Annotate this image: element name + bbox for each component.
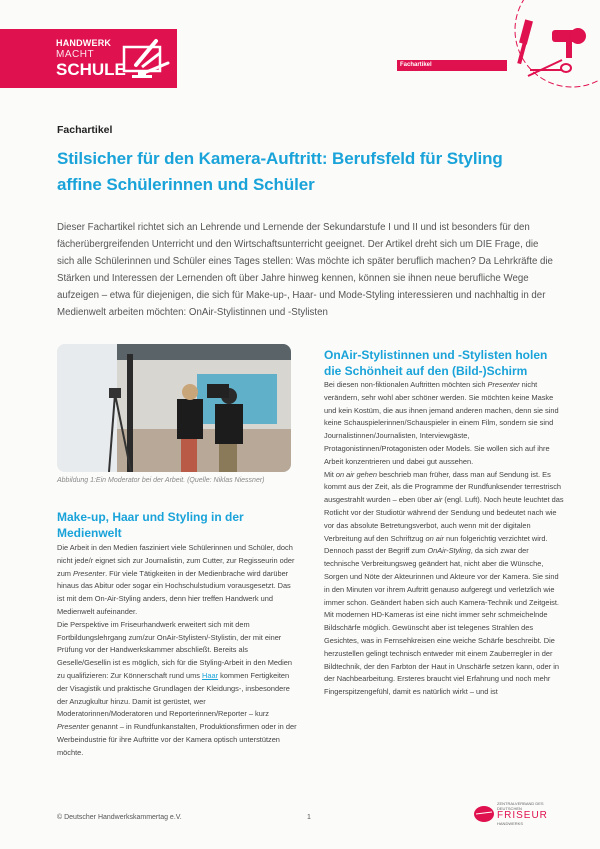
lips-icon <box>473 803 495 825</box>
article-title: Stilsicher für den Kamera-Auftritt: Berufsfeld für Styling affine Schülerinnen und Schüler <box>57 149 503 194</box>
left-paragraph-1: Die Arbeit in den Medien fasziniert viele Schülerinnen und Schüler, doch nicht jede/r eignet sich zur Journalistin, zum Cutter, zur Regisseurin oder zum Presenter. Für viele Tätigkeiten in der Medienbrache wird darüber hinaus das Abitur oder sogar ein Hochschulstudium vorausgesetzt. Das ist mit dem On-Air-Styling anders, denn hier treffen Handwerk und Medienwelt aufeinander. <box>57 543 295 616</box>
left-column-body <box>57 542 297 760</box>
article-photo <box>57 344 291 472</box>
friseurhandwerk-logo: ZENTRALVERBAND DES DEUTSCHEN FRISEUR HANDWERKS <box>473 799 561 831</box>
handwerk-macht-schule-logo <box>0 29 177 88</box>
monitor-tools-icon <box>120 35 172 83</box>
article-intro: Dieser Fachartikel richtet sich an Lehrende und Lernende der Sekundarstufe I und II und ist besonders für den fächerübergreifenden Unterricht und den Wirtschaftsunterricht geeignet. Der Artikel dreht sich um DIE Frage, die sich alle Schülerinnen und Schüler eines Tages stellen: Was möchte ich später beruflich machen? Da Lehrkräfte die Stärken und Interessen der Lernenden oft über Jahre hinweg kennen, können sie ihnen neue berufliche Wege aufzeigen – etwa für diejenigen, die sich für Make-up-, Haar- und Mode-Styling interessieren und nachhaltig in der Medienwelt arbeiten möchten: OnAir-Stylistinnen und -Stylisten <box>57 222 553 319</box>
category-tag: Fachartikel <box>397 60 507 71</box>
haar-link[interactable]: Haar <box>202 670 219 680</box>
studio-photo-illustration <box>57 344 291 472</box>
article-kicker: Fachartikel <box>57 124 113 136</box>
section-heading-media: Make-up, Haar und Styling in der Medienwelt <box>57 510 244 540</box>
hairdresser-tools-icon <box>500 0 600 92</box>
left-paragraph-2: Die Perspektive im Friseurhandwerk erweitert sich mit dem Fortbildungslehrgang zum/zur OnAir-Stylisten/-Stylistin, der mit einer Prüfung vor der Handwerkskammer abschließt. Bereits als Geselle/Gesellin ist es möglich, sich für die Styling-Arbeit in den Medien zu qualifizieren: Zur Könnerschaft rund ums Haar kommen Fertigkeiten der Visagistik und praktische Grundlagen der Kleidungs-, insbesondere der Anzugkultur hinzu. Damit ist gerüstet, wer Moderatorinnen/Moderatoren und Reporterinnen/Reporter – kurz Presenter genannt – in Rundfunkanstalten, Produktionsfirmen oder in der Werbeindustrie für ihre Auftritte vor der Kamera optisch unterstützen möchte. <box>57 619 297 757</box>
figure-caption: Abbildung 1:Ein Moderator bei der Arbeit. (Quelle: Niklas Niessner) <box>57 477 265 484</box>
logo-wordmark: HANDWERK MACHT SCHULE <box>56 38 126 79</box>
right-paragraph-2: Mit on air gehen beschrieb man früher, dass man auf Sendung ist. Es kommt aus der Zeit, als die Programme der Rundfunksender terrestrisch ausgestrahlt wurden – eben über air (engl. Luft). Noch heute leuchtet das Rotlicht vor der Studiotür während der Sendung und bedeutet nach wie vor das absolute Betretungsverbot, auch wenn mit der digitalen Verbreitung auf den Schriftzug on air nun folgerichtig verzichtet wird. <box>324 469 564 543</box>
page-number: 1 <box>307 814 311 821</box>
copyright-notice: © Deutscher Handwerkskammertag e.V. <box>57 814 182 821</box>
section-heading-onair: OnAir-Stylistinnen und -Stylisten holen die Schönheit auf den (Bild-)Schirm <box>324 348 548 378</box>
right-column-body <box>324 379 564 699</box>
right-paragraph-3: Dennoch passt der Begriff zum OnAir-Styling, da sich zwar der technische Verbreitungsweg geändert hat, nicht aber die Wünsche, Sorgen und Nöte der Akteurinnen und Akteure vor der Kamera. Sie sind in den Minuten vor ihrem Auftritt genauso aufgeregt und verletzlich wie immer schon. Geändert haben sich auch Kamera-Technik und Zeitgeist. Mit modernen HD-Kameras ist eine nicht immer sehr schmeichelnde Bildschärfe möglich. Gewünscht aber ist telegenes Strahlen des Gesichtes, was in Fernsehkreisen eine weiche Schärfe beschreibt. Die herzustellen gelingt technisch entweder mit einem Zauberregler in der Bildtechnik, der den Farbton der Haut in Unschärfe setzen kann, oder in der Nachbearbeitung. Ersteres braucht viel Erfahrung und noch mehr Fingerspitzengefühl, damit es natürlich wirkt – und ist <box>324 546 559 697</box>
right-paragraph-1: Bei diesen non-fiktionalen Auftritten möchten sich Presenter nicht verändern, sehr wohl aber schöner werden. Sie möchten keine Maske und kein Kostüm, die aus ihnen jemand anderen machen, denn sie sind keine Schauspielerinnen/Schauspieler in einem Film, sondern sie sind Journalistinnen/Journalisten, Interviewgäste, Protagonistinnen/Protagonisten oder Models. Sie wollen sich auf ihre Arbeit konzentrieren und dabei gut aussehen. <box>324 380 559 466</box>
